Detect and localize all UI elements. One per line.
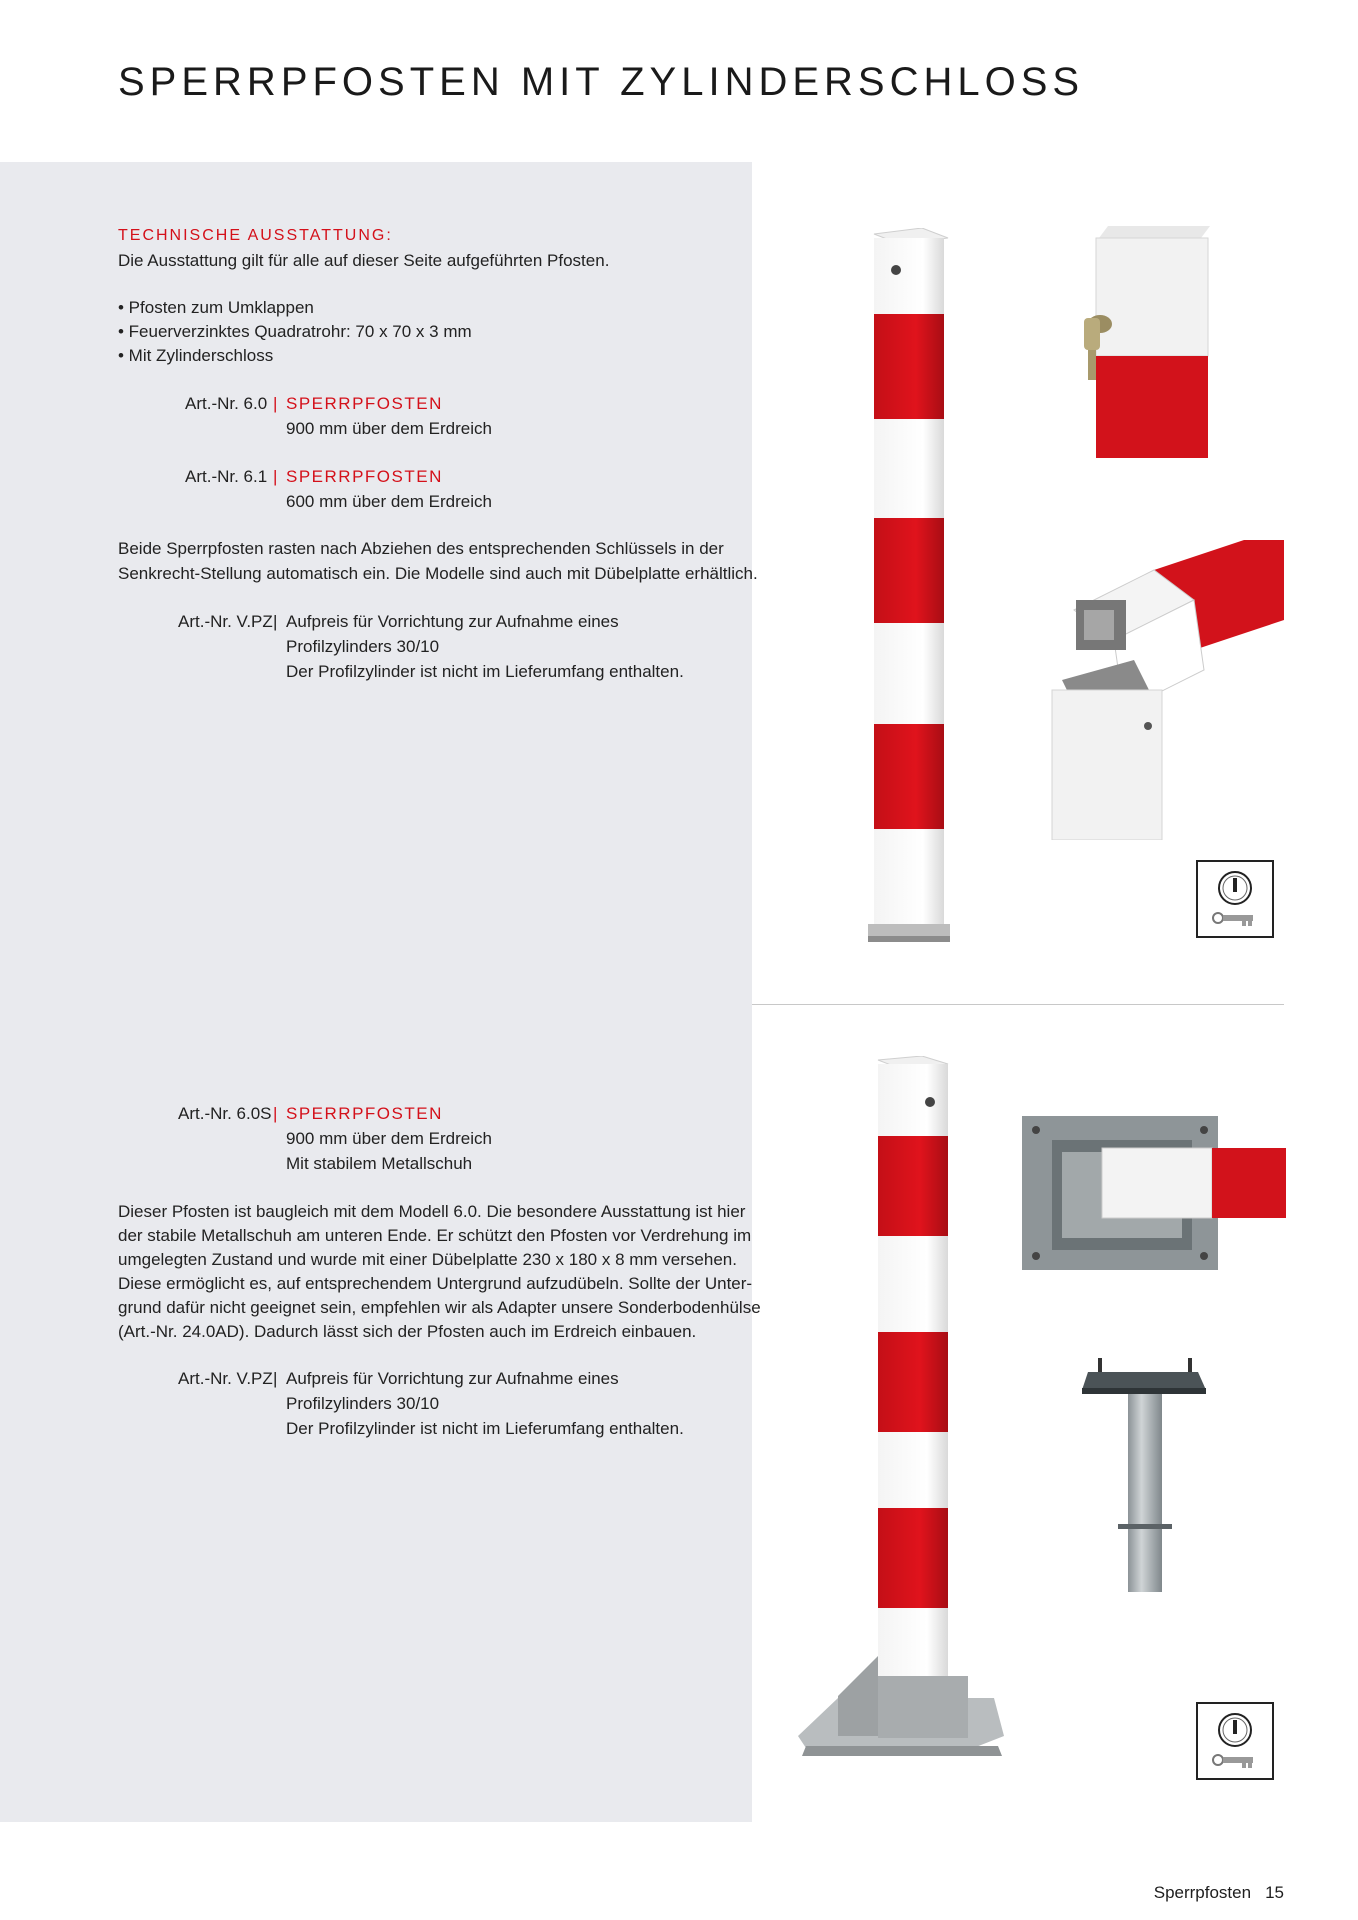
article-name: SPERRPFOSTEN — [286, 1104, 443, 1123]
footer-label: Sperrpfosten — [1153, 1883, 1252, 1902]
article-number: Art.-Nr. 6.0 — [185, 394, 268, 413]
list-item: • Mit Zylinderschloss — [118, 346, 274, 365]
page-number: 15 — [1265, 1883, 1284, 1902]
article-number: Art.-Nr. 6.0S — [178, 1104, 272, 1123]
lock-detail-image — [1082, 226, 1222, 458]
cylinder-lock-icon — [1196, 1702, 1274, 1780]
article-name: Aufpreis für Vorrichtung zur Aufnahme eines — [286, 612, 619, 631]
article-number: Art.-Nr. 6.1 — [185, 467, 268, 486]
paragraph-line: Dieser Pfosten ist baugleich mit dem Modell 6.0. Die besondere Ausstattung ist hier — [118, 1202, 746, 1221]
paragraph-line: Diese ermöglicht es, auf entsprechendem Untergrund aufzudübeln. Sollte der Unter- — [118, 1274, 753, 1293]
section-heading: TECHNISCHE AUSSTATTUNG: — [118, 227, 393, 244]
article-description: 900 mm über dem Erdreich — [286, 1129, 492, 1148]
article-separator: | — [273, 394, 279, 413]
base-plate-image — [1022, 1116, 1286, 1270]
paragraph-line: umgelegten Zustand und wurde mit einer Dübelplatte 230 x 180 x 8 mm versehen. — [118, 1250, 737, 1269]
article-description: Profilzylinders 30/10 — [286, 1394, 440, 1413]
article-description: 900 mm über dem Erdreich — [286, 419, 492, 438]
list-item: • Feuerverzinktes Quadratrohr: 70 x 70 x 3 mm — [118, 322, 472, 341]
article-name: SPERRPFOSTEN — [286, 394, 443, 413]
article-description: 600 mm über dem Erdreich — [286, 492, 492, 511]
feature-list — [118, 296, 472, 368]
article-number: Art.-Nr. V.PZ — [178, 1369, 273, 1388]
article-separator: | — [273, 467, 279, 486]
section-divider — [752, 1004, 1284, 1005]
article-separator: | — [273, 612, 278, 631]
list-item: • Pfosten zum Umklappen — [118, 298, 314, 317]
article-number: Art.-Nr. V.PZ — [178, 612, 273, 631]
article-description: Profilzylinders 30/10 — [286, 637, 440, 656]
post-image-6-0s — [798, 1056, 1004, 1756]
page-footer — [1154, 1883, 1284, 1903]
article-separator: | — [273, 1369, 278, 1388]
paragraph-line: grund dafür nicht geeignet sein, empfehlen wir als Adapter unsere Sonderbodenhülse — [118, 1298, 761, 1317]
paragraph-line: der stabile Metallschuh am unteren Ende. Er schützt den Pfosten vor Verdrehung im — [118, 1226, 752, 1245]
paragraph-line: (Art.-Nr. 24.0AD). Dadurch lässt sich der Pfosten auch im Erdreich einbauen. — [118, 1322, 697, 1341]
article-description: Mit stabilem Metallschuh — [286, 1154, 473, 1173]
intro-text: Die Ausstattung gilt für alle auf dieser Seite aufgeführten Pfosten. — [118, 251, 610, 270]
paragraph-line: Beide Sperrpfosten rasten nach Abziehen des entsprechenden Schlüssels in der — [118, 539, 724, 558]
article-note: Der Profilzylinder ist nicht im Lieferumfang enthalten. — [286, 662, 684, 681]
article-name: SPERRPFOSTEN — [286, 467, 443, 486]
article-separator: | — [273, 1104, 279, 1123]
page-title: SPERRPFOSTEN MIT ZYLINDERSCHLOSS — [118, 60, 1085, 104]
article-note: Der Profilzylinder ist nicht im Lieferumfang enthalten. — [286, 1419, 684, 1438]
post-image-6-0 — [860, 228, 956, 950]
paragraph-line: Senkrecht-Stellung automatisch ein. Die Modelle sind auch mit Dübelplatte erhältlich. — [118, 564, 758, 583]
hinge-detail-image — [1044, 540, 1284, 840]
ground-sleeve-image — [1082, 1356, 1212, 1592]
article-name: Aufpreis für Vorrichtung zur Aufnahme eines — [286, 1369, 619, 1388]
cylinder-lock-icon — [1196, 860, 1274, 938]
